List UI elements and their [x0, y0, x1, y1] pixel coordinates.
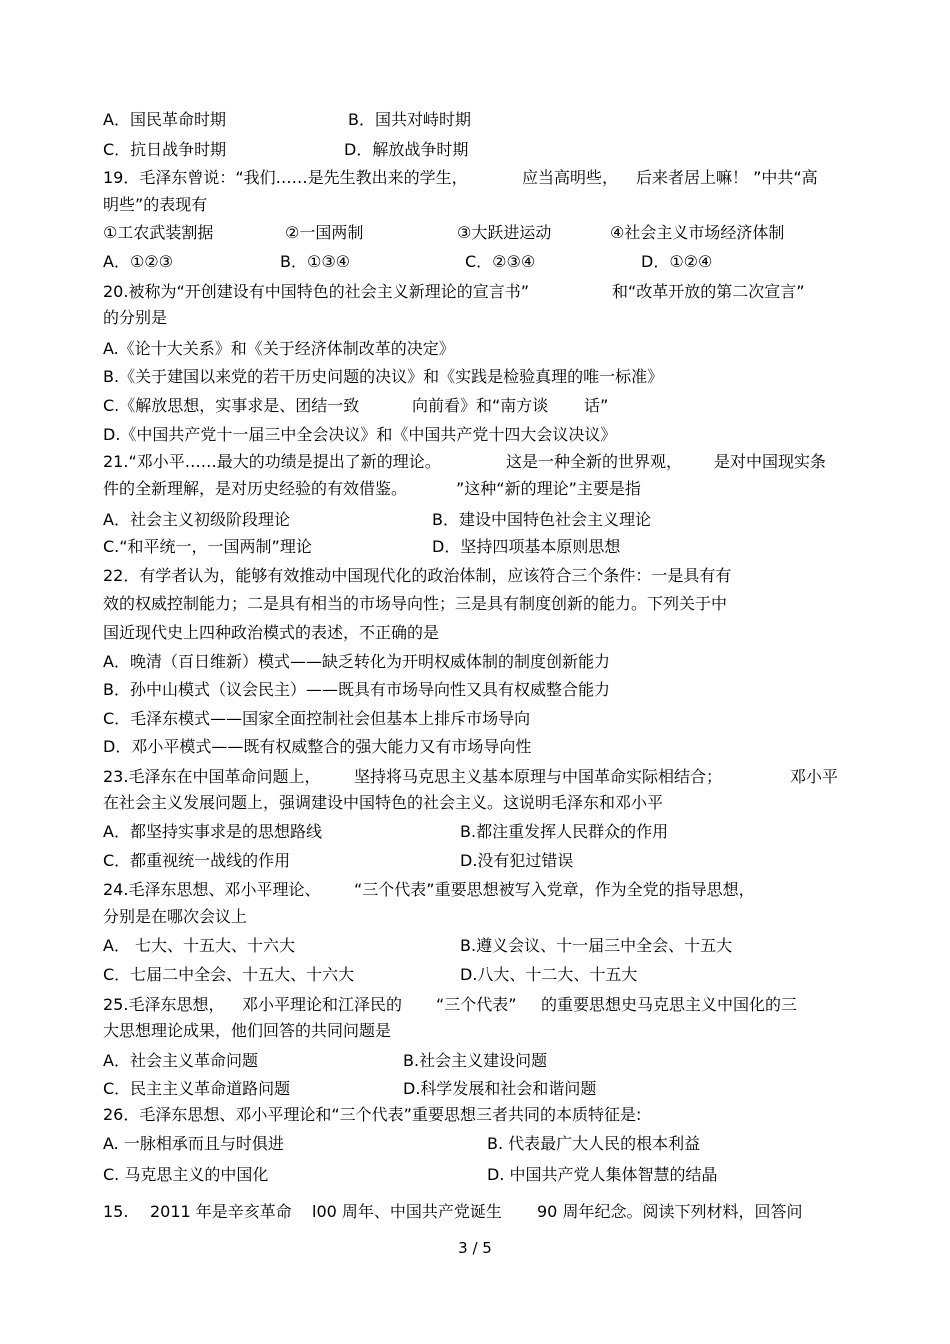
text-line-q19-items-part-3: ③大跃进运动 — [457, 223, 552, 242]
text-line-q21-ab-part-1: A．社会主义初级阶段理论 — [103, 510, 290, 529]
text-line-q19-stem-1-part-3: 后来者居上嘛！ ”中共“高 — [636, 168, 818, 187]
text-line-q25-ab-part-1: A．社会主义革命问题 — [103, 1051, 258, 1070]
text-line-q19-opts-part-1: A．①②③ — [103, 252, 173, 271]
text-line-q20-stem-2: 的分别是 — [103, 308, 168, 327]
text-line-q23-ab-part-2: B.都注重发挥人民群众的作用 — [460, 822, 669, 841]
text-line-q23-ab-part-1: A．都坚持实事求是的思想路线 — [103, 822, 322, 841]
text-line-q18-ab-part-1: A．国民革命时期 — [103, 110, 226, 129]
text-line-q21-ab-part-2: B．建设中国特色社会主义理论 — [432, 510, 651, 529]
text-line-q22-d: D．邓小平模式——既有权威整合的强大能力又有市场导向性 — [103, 737, 532, 756]
text-line-q22-stem-3: 国近现代史上四种政治模式的表述，不正确的是 — [103, 623, 440, 642]
text-line-q21-stem-2-part-2: ”这种“新的理论”主要是指 — [456, 479, 641, 498]
text-line-q20-c-part-2: 向前看》和“南方谈 — [412, 396, 549, 415]
text-line-q21-stem-1-part-3: 是对中国现实条 — [714, 452, 827, 471]
text-line-q20-d: D.《中国共产党十一届三中全会决议》和《中国共产党十四大会议决议》 — [103, 425, 617, 444]
text-line-q21-stem-1-part-2: 这是一种全新的世界观， — [506, 452, 683, 471]
text-line-q19-items-part-4: ④社会主义市场经济体制 — [610, 223, 785, 242]
text-line-q19-stem-1-part-1: 19．毛泽东曾说：“我们……是先生教出来的学生， — [103, 168, 468, 187]
text-line-q24-stem-2: 分别是在哪次会议上 — [103, 907, 248, 926]
text-line-q21-stem-1-part-1: 21.“邓小平……最大的功绩是提出了新的理论。 — [103, 452, 441, 471]
text-line-q25-cd-part-1: C．民主主义革命道路问题 — [103, 1079, 291, 1098]
text-line-q19-items-part-1: ①工农武装割据 — [103, 223, 214, 242]
text-line-q25-stem-1-part-4: 的重要思想史马克思主义中国化的三 — [541, 995, 798, 1014]
text-line-q20-stem-1-part-1: 20.被称为“开创建设有中国特色的社会主义新理论的宣言书” — [103, 282, 530, 301]
text-line-q15-stem-part-3: l00 周年、中国共产党诞生 — [312, 1202, 502, 1221]
text-line-q23-stem-1-part-1: 23.毛泽东在中国革命问题上， — [103, 767, 321, 786]
text-line-q22-a: A．晚清（百日维新）模式——缺乏转化为开明权威体制的制度创新能力 — [103, 652, 610, 671]
text-line-q24-cd-part-2: D.八大、十二大、十五大 — [460, 965, 638, 984]
text-line-q22-stem-1: 22．有学者认为，能够有效推动中国现代化的政治体制，应该符合三个条件：一是具有有 — [103, 566, 732, 585]
text-line-q19-stem-1-part-2: 应当高明些， — [522, 168, 619, 187]
text-line-q26-stem: 26．毛泽东思想、邓小平理论和“三个代表”重要思想三者共同的本质特征是: — [103, 1105, 642, 1124]
text-line-q22-c: C．毛泽东模式——国家全面控制社会但基本上排斥市场导向 — [103, 709, 531, 728]
text-line-q25-ab-part-2: B.社会主义建设问题 — [403, 1051, 548, 1070]
text-line-q23-cd-part-2: D.没有犯过错误 — [460, 851, 574, 870]
text-line-q26-ab-part-1: A. 一脉相承而且与时俱进 — [103, 1134, 284, 1153]
text-line-q18-cd-part-1: C．抗日战争时期 — [103, 140, 227, 159]
text-line-q24-stem-1-part-1: 24.毛泽东思想、邓小平理论、 — [103, 880, 321, 899]
text-line-q25-stem-1-part-2: 邓小平理论和江泽民的 — [242, 995, 403, 1014]
text-line-q19-stem-2: 明些”的表现有 — [103, 195, 208, 214]
text-line-q19-opts-part-2: B．①③④ — [280, 252, 351, 271]
text-line-q22-b: B．孙中山模式（议会民主）——既具有市场导向性又具有权威整合能力 — [103, 680, 610, 699]
text-line-q18-ab-part-2: B．国共对峙时期 — [348, 110, 471, 129]
text-line-q26-ab-part-2: B. 代表最广大人民的根本利益 — [487, 1134, 701, 1153]
text-line-q18-cd-part-2: D．解放战争时期 — [344, 140, 469, 159]
text-line-q24-ab-part-2: B.遵义会议、十一届三中全会、十五大 — [460, 936, 733, 955]
text-line-q22-stem-2: 效的权威控制能力；二是具有相当的市场导向性；三是具有制度创新的能力。下列关于中 — [103, 594, 728, 613]
text-line-q23-stem-1-part-3: 邓小平 — [790, 767, 839, 786]
text-line-q26-cd-part-1: C. 马克思主义的中国化 — [103, 1165, 269, 1184]
text-line-q20-stem-1-part-2: 和“改革开放的第二次宣言” — [612, 282, 805, 301]
text-line-q19-items-part-2: ②一国两制 — [285, 223, 364, 242]
text-line-q23-stem-2: 在社会主义发展问题上，强调建设中国特色的社会主义。这说明毛泽东和邓小平 — [103, 793, 664, 812]
text-line-q24-cd-part-1: C．七届二中全会、十五大、十六大 — [103, 965, 355, 984]
text-line-q25-stem-2: 大思想理论成果，他们回答的共同问题是 — [103, 1021, 392, 1040]
text-line-q19-opts-part-3: C．②③④ — [465, 252, 536, 271]
text-line-q23-cd-part-1: C．都重视统一战线的作用 — [103, 851, 291, 870]
text-line-q15-stem-part-4: 90 周年纪念。阅读下列材料，回答问 — [537, 1202, 803, 1221]
text-line-q24-ab-part-1: A． 七大、十五大、十六大 — [103, 936, 296, 955]
text-line-q26-cd-part-2: D. 中国共产党人集体智慧的结晶 — [487, 1165, 718, 1184]
text-line-q21-cd-part-1: C.“和平统一，一国两制”理论 — [103, 537, 312, 556]
text-line-q15-stem-part-2: 2011 年是辛亥革命 — [150, 1202, 292, 1221]
text-line-q19-opts-part-4: D．①②④ — [641, 252, 713, 271]
text-line-q15-stem-part-1: 15. — [103, 1202, 129, 1221]
text-line-q25-stem-1-part-3: “三个代表” — [436, 995, 517, 1014]
text-line-q25-stem-1-part-1: 25.毛泽东思想， — [103, 995, 225, 1014]
text-line-q20-a: A.《论十大关系》和《关于经济体制改革的决定》 — [103, 339, 455, 358]
text-line-q23-stem-1-part-2: 坚持将马克思主义基本原理与中国革命实际相结合； — [354, 767, 723, 786]
text-line-q20-c-part-1: C.《解放思想，实事求是、团结一致 — [103, 396, 360, 415]
text-line-q21-cd-part-2: D．坚持四项基本原则思想 — [432, 537, 621, 556]
text-line-q20-b: B.《关于建国以来党的若干历史问题的决议》和《实践是检验真理的唯一标准》 — [103, 367, 664, 386]
text-line-q21-stem-2-part-1: 件的全新理解，是对历史经验的有效借鉴。 — [103, 479, 408, 498]
text-line-q25-cd-part-2: D.科学发展和社会和谐问题 — [403, 1079, 597, 1098]
text-line-q20-c-part-3: 话” — [584, 396, 609, 415]
text-line-q24-stem-1-part-2: “三个代表”重要思想被写入党章，作为全党的指导思想， — [354, 880, 755, 899]
page-number: 3 / 5 — [458, 1239, 492, 1257]
